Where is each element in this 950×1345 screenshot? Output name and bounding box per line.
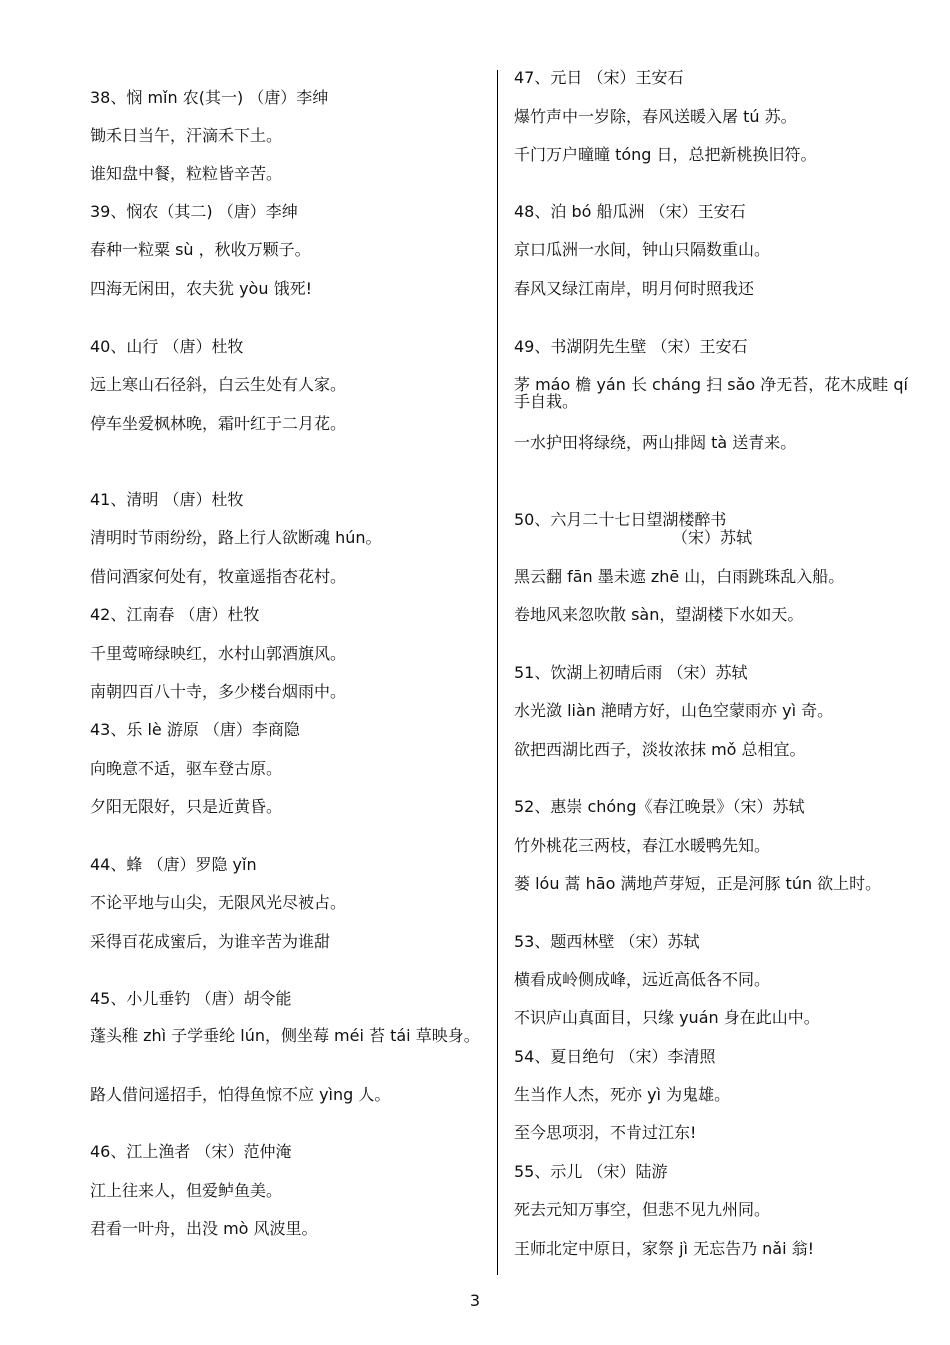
poem-52-line-2: 蒌 lóu 蒿 hāo 满地芦芽短，正是河豚 tún 欲上时。: [514, 874, 882, 893]
poem-50-line-2: 卷地风来忽吹散 sàn，望湖楼下水如天。: [514, 605, 804, 624]
poem-38-line-1: 锄禾日当午，汗滴禾下土。: [90, 126, 283, 145]
poem-45-line-2: 路人借问遥招手，怕得鱼惊不应 yìng 人。: [90, 1085, 391, 1104]
poem-47-title: 47、元日 （宋）王安石: [514, 68, 684, 87]
poem-46-title: 46、江上渔者 （宋）范仲淹: [90, 1142, 292, 1161]
poem-53-line-2: 不识庐山真面目，只缘 yuán 身在此山中。: [514, 1008, 820, 1027]
poem-42-line-1: 千里莺啼绿映红，水村山郭酒旗风。: [90, 644, 347, 663]
poem-51-title: 51、饮湖上初晴后雨 （宋）苏轼: [514, 663, 748, 682]
poem-40-line-2: 停车坐爱枫林晚，霜叶红于二月花。: [90, 414, 347, 433]
poem-43-title: 43、乐 lè 游原 （唐）李商隐: [90, 720, 300, 739]
poem-41-title: 41、清明 （唐）杜牧: [90, 490, 244, 509]
poem-44-title: 44、蜂 （唐）罗隐 yǐn: [90, 855, 257, 874]
poem-45-title: 45、小儿垂钓 （唐）胡令能: [90, 989, 292, 1008]
right-column: [514, 0, 914, 1345]
poem-42-title: 42、江南春 （唐）杜牧: [90, 605, 260, 624]
poem-48-line-1: 京口瓜洲一水间，钟山只隔数重山。: [514, 240, 771, 259]
poem-44-line-2: 采得百花成蜜后，为谁辛苦为谁甜: [90, 932, 331, 951]
left-column: [90, 0, 485, 1345]
poem-41-line-1: 清明时节雨纷纷，路上行人欲断魂 hún。: [90, 528, 382, 547]
poem-43-line-1: 向晚意不适，驱车登古原。: [90, 759, 283, 778]
poem-49-line-2: 一水护田将绿绕，两山排闼 tà 送青来。: [514, 433, 797, 452]
poem-52-line-1: 竹外桃花三两枝，春江水暖鸭先知。: [514, 836, 771, 855]
poem-52-title: 52、惠崇 chóng《春江晚景》（宋）苏轼: [514, 797, 805, 816]
page-number: 3: [469, 1291, 481, 1310]
poem-43-line-2: 夕阳无限好，只是近黄昏。: [90, 797, 283, 816]
poem-47-line-1: 爆竹声中一岁除，春风送暖入屠 tú 苏。: [514, 107, 797, 126]
poem-44-line-1: 不论平地与山尖，无限风光尽被占。: [90, 893, 347, 912]
poem-50-line-1: 黑云翻 fān 墨未遮 zhē 山，白雨跳珠乱入船。: [514, 567, 845, 586]
poem-49-line-1: 茅 máo 檐 yán 长 cháng 扫 sǎo 净无苔，花木成畦 qí 手自栽。: [514, 375, 908, 411]
poem-54-line-1: 生当作人杰，死亦 yì 为鬼雄。: [514, 1085, 731, 1104]
poem-39-line-1: 春种一粒粟 sù ，秋收万颗子。: [90, 240, 311, 259]
poem-54-title: 54、夏日绝句 （宋）李清照: [514, 1047, 716, 1066]
poem-48-line-2: 春风又绿江南岸，明月何时照我还: [514, 279, 755, 298]
poem-55-title: 55、示儿 （宋）陆游: [514, 1162, 668, 1181]
poem-53-line-1: 横看成岭侧成峰，远近高低各不同。: [514, 970, 771, 989]
poem-50-author: （宋）苏轼: [672, 528, 753, 547]
poem-46-line-1: 江上往来人，但爱鲈鱼美。: [90, 1181, 283, 1200]
poem-53-title: 53、题西林壁 （宋）苏轼: [514, 932, 700, 951]
poem-41-line-2: 借问酒家何处有，牧童遥指杏花村。: [90, 567, 347, 586]
poem-42-line-2: 南朝四百八十寺，多少楼台烟雨中。: [90, 682, 347, 701]
poem-46-line-2: 君看一叶舟，出没 mò 风波里。: [90, 1219, 318, 1238]
poem-55-line-1: 死去元知万事空，但悲不见九州同。: [514, 1200, 771, 1219]
poem-38-line-2: 谁知盘中餐，粒粒皆辛苦。: [90, 164, 283, 183]
poem-47-line-2: 千门万户曈曈 tóng 日，总把新桃换旧符。: [514, 145, 817, 164]
poem-40-line-1: 远上寒山石径斜，白云生处有人家。: [90, 375, 347, 394]
column-divider: [497, 70, 498, 1275]
poem-49-title: 49、书湖阴先生壁 （宋）王安石: [514, 337, 748, 356]
poem-55-line-2: 王师北定中原日，家祭 jì 无忘告乃 nǎi 翁!: [514, 1239, 815, 1258]
poem-45-line-1: 蓬头稚 zhì 子学垂纶 lún，侧坐莓 méi 苔 tái 草映身。: [90, 1026, 480, 1045]
poem-51-line-2: 欲把西湖比西子，淡妆浓抹 mǒ 总相宜。: [514, 740, 806, 759]
poem-38-title: 38、悯 mǐn 农(其一) （唐）李绅: [90, 88, 329, 107]
poem-48-title: 48、泊 bó 船瓜洲 （宋）王安石: [514, 202, 746, 221]
poem-54-line-2: 至今思项羽，不肯过江东!: [514, 1123, 697, 1142]
poem-51-line-1: 水光潋 liàn 滟晴方好，山色空蒙雨亦 yì 奇。: [514, 701, 834, 720]
poem-39-line-2: 四海无闲田，农夫犹 yòu 饿死!: [90, 279, 312, 298]
poem-50-title: 50、六月二十七日望湖楼醉书: [514, 510, 727, 529]
poem-40-title: 40、山行 （唐）杜牧: [90, 337, 244, 356]
poem-39-title: 39、悯农（其二) （唐）李绅: [90, 202, 298, 221]
